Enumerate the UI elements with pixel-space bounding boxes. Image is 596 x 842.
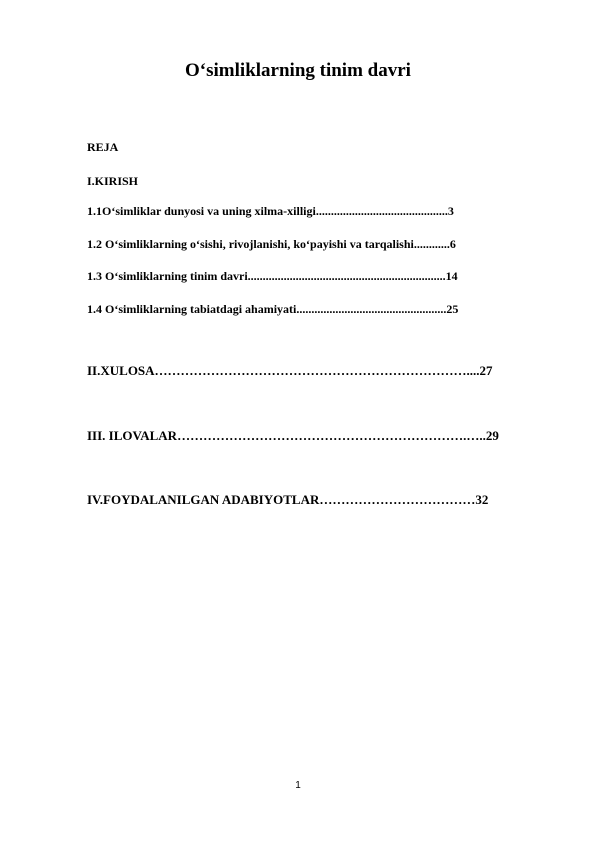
toc-conclusion: II.XULOSA………………………………………………………………....27 [87,363,493,378]
toc-item: 1.3 O‘simliklarning tinim davri..................................................................14 [87,269,458,283]
toc-references: IV.FOYDALANILGAN ADABIYOTLAR………………………………32 [87,492,489,507]
toc-item: 1.2 O‘simliklarning o‘sishi, rivojlanishi, ko‘payishi va tarqalishi............6 [87,237,456,251]
toc-appendices: III. ILOVALAR………………………………………………………….…..29 [87,428,499,443]
toc-item: 1.4 O‘simliklarning tabiatdagi ahamiyati..................................................25 [87,302,459,316]
toc-item: 1.1O‘simliklar dunyosi va uning xilma-xilligi............................................3 [87,204,454,218]
document-title: O‘simliklarning tinim davri [185,60,411,81]
plan-heading: REJA [87,140,119,154]
page-number: 1 [295,780,301,791]
intro-heading: I.KIRISH [87,174,139,188]
